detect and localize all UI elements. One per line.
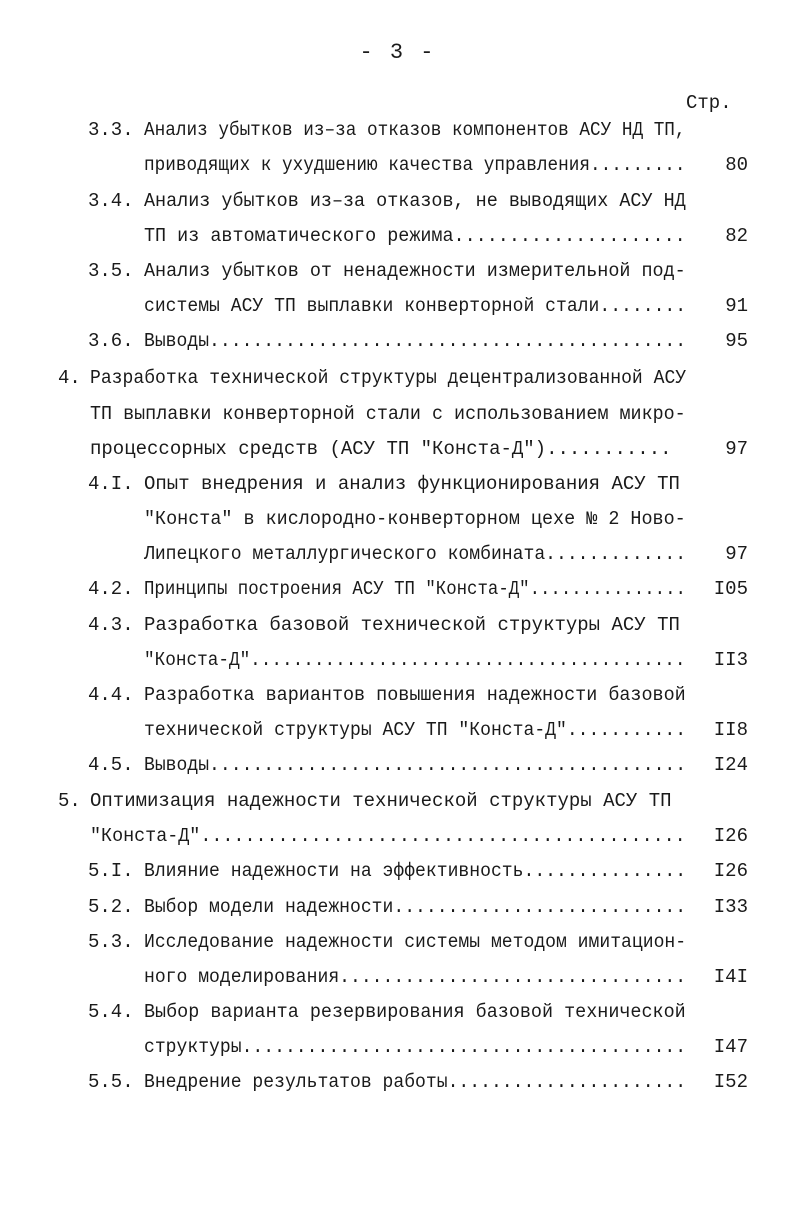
toc-entry-number: 4.3. — [88, 614, 134, 636]
toc-entry-number: 4.4. — [88, 684, 134, 706]
toc-entry-page: 80 — [725, 154, 748, 176]
toc-entry-page: I52 — [713, 1071, 748, 1093]
toc-entry-title: Анализ убытков из–за отказов, не выводящих АСУ НД — [144, 190, 686, 212]
toc-entry-number: 4.5. — [88, 754, 134, 776]
toc-entry-number: 4.I. — [88, 473, 134, 495]
toc-entry-title: приводящих к ухудшению качества управления......... — [144, 154, 686, 176]
toc-entry-number: 5.5. — [88, 1071, 134, 1093]
toc-entry-title: ТП выплавки конверторной стали с использованием микро- — [90, 403, 686, 425]
toc-entry-title: Выбор варианта резервирования базовой технической — [144, 1001, 686, 1023]
toc-entry-number: 5.I. — [88, 860, 134, 882]
toc-entry-title: технической структуры АСУ ТП "Конста-Д"........... — [144, 719, 687, 741]
toc-entry-page: I24 — [713, 754, 748, 776]
toc-entry-title: Выводы............................................ — [144, 330, 687, 352]
toc-entry-title: процессорных средств (АСУ ТП "Конста-Д")........... — [90, 438, 672, 460]
toc-entry-number: 4. — [58, 367, 81, 389]
toc-entry-page: I33 — [713, 896, 748, 918]
page-column-header: Стр. — [686, 92, 732, 114]
toc-entry-title: Анализ убытков от ненадежности измерительной под- — [144, 260, 686, 282]
toc-entry-title: "Конста-Д"............................................ — [90, 825, 686, 847]
toc-entry-page: 95 — [725, 330, 748, 352]
toc-entry-number: 5. — [58, 790, 81, 812]
toc-entry-number: 3.3. — [88, 119, 134, 141]
toc-entry-title: Опыт внедрения и анализ функционирования АСУ ТП — [144, 473, 680, 495]
toc-entry-title: Разработка технической структуры децентрализованной АСУ — [90, 367, 687, 389]
toc-entry-page: II8 — [713, 719, 748, 741]
toc-entry-number: 3.4. — [88, 190, 134, 212]
toc-entry-page: I26 — [713, 860, 748, 882]
toc-entry-title: структуры......................................... — [144, 1036, 687, 1058]
toc-entry-number: 5.3. — [88, 931, 134, 953]
toc-entry-title: Влияние надежности на эффективность............... — [144, 860, 687, 882]
toc-entry-page: I4I — [713, 966, 748, 988]
toc-entry-title: ного моделирования................................ — [144, 966, 687, 988]
toc-entry-page: 82 — [725, 225, 748, 247]
toc-entry-title: "Конста" в кислородно-конверторном цехе № 2 Ново- — [144, 508, 686, 530]
toc-entry-page: I05 — [713, 578, 748, 600]
toc-entry-title: "Конста-Д"......................................... — [144, 649, 686, 671]
toc-entry-number: 3.6. — [88, 330, 134, 352]
toc-entry-title: системы АСУ ТП выплавки конверторной стали........ — [144, 295, 687, 317]
toc-entry-page: I26 — [713, 825, 748, 847]
toc-entry-page: 97 — [725, 438, 748, 460]
toc-entry-title: Выбор модели надежности........................... — [144, 896, 687, 918]
toc-entry-title: Оптимизация надежности технической структуры АСУ ТП — [90, 790, 672, 812]
toc-entry-number: 4.2. — [88, 578, 134, 600]
toc-entry-number: 5.4. — [88, 1001, 134, 1023]
toc-entry-title: Разработка базовой технической структуры АСУ ТП — [144, 614, 680, 636]
toc-entry-number: 5.2. — [88, 896, 134, 918]
toc-entry-page: 97 — [725, 543, 748, 565]
toc-entry-page: I47 — [713, 1036, 748, 1058]
toc-entry-title: Выводы............................................ — [144, 754, 687, 776]
toc-entry-page: II3 — [713, 649, 748, 671]
page-number: - 3 - — [359, 40, 436, 65]
toc-entry-title: Принципы построения АСУ ТП "Конста-Д"............... — [144, 578, 686, 600]
toc-entry-title: Внедрение результатов работы...................... — [144, 1071, 687, 1093]
toc-entry-number: 3.5. — [88, 260, 134, 282]
toc-entry-page: 91 — [725, 295, 748, 317]
toc-entry-title: Разработка вариантов повышения надежности базовой — [144, 684, 686, 706]
toc-entry-title: ТП из автоматического режима..................... — [144, 225, 686, 247]
toc-entry-title: Исследование надежности системы методом имитацион- — [144, 931, 687, 953]
toc-entry-title: Анализ убытков из–за отказов компонентов АСУ НД ТП, — [144, 119, 686, 141]
toc-entry-title: Липецкого металлургического комбината............. — [144, 543, 687, 565]
